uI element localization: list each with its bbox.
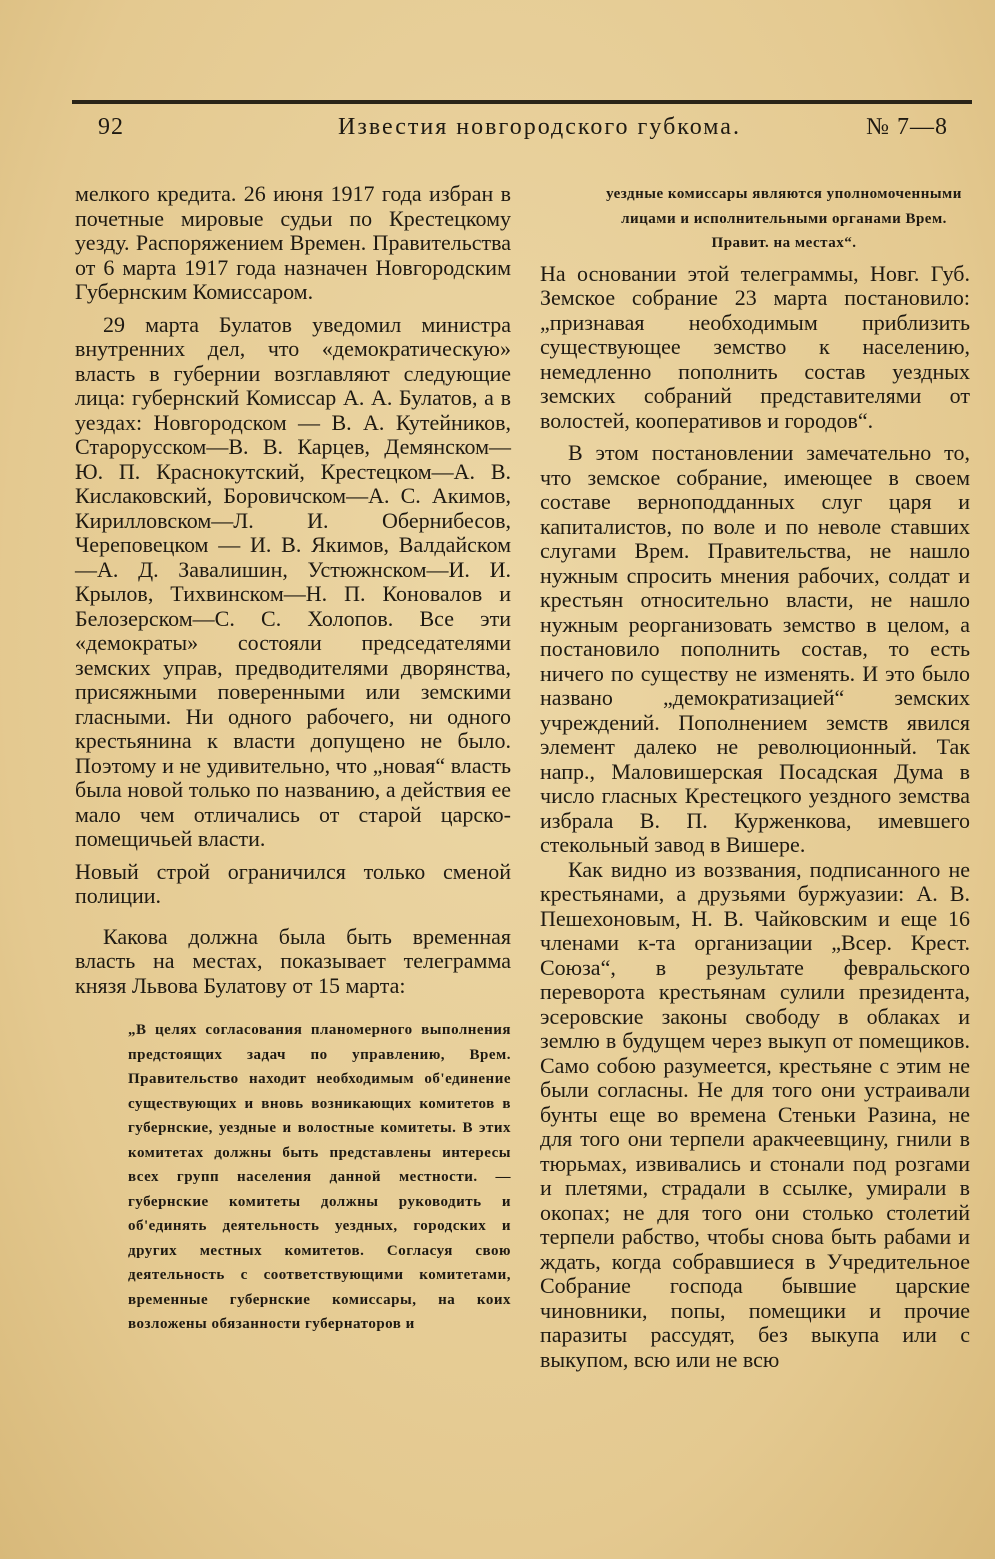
paragraph: Какова должна была быть временная власть на местах, показывает телеграмма князя Львова Булатову от 15 марта: [75, 923, 511, 998]
paragraph: В этом постановлении замечательно то, что земское собрание, имеющее в своем составе верноподданных слуг царя и капиталистов, по воле и по неволе ставших слугами Врем. Правительства, не нашло нужным спросить мнения рабочих, солдат и крестьян относительно власти, не нашло нужным реорганизовать земство в целом, а постановило пополнить состав, то есть ничего по существу не изменять. И это было названо „демократизацией“ земских учреждений. Пополнением земств явился элемент далеко не революционный. Так напр., Маловишерская Посадская Дума в число гласных Крестецкого уездного земства избрала В. П. Курженкова, имевшего стекольный завод в Вишере. [540, 440, 970, 857]
paragraph: Как видно из воззвания, подписанного не крестьянами, а друзьями буржуазии: А. В. Пешехоновым, Н. В. Чайковским и еще 16 членами к-та организации „Всер. Крест. Союза“, в результате февральского переворота крестьянам сулили президента, эсеровские законы свободу в облаках и землю в будущем через выкуп от помещиков. Само собою разумеется, крестьяне с этим не были согласны. Не для того они устраивали бунты еще во времена Стеньки Разина, не для того они терпели аракчеевщину, гнили в тюрьмах, извивались и стонали под розгами и плетями, страдали в ссылке, умирали в окопах; не для того они столько столетий терпели рабство, чтобы снова быть рабами и ждать, когда собравшиеся в Учредительное Собрание господа бывшие царские чиновники, попы, помещики и прочие паразиты рассудят, без выкупа или с выкупом, всю или не всю [540, 856, 970, 1372]
running-header [98, 114, 948, 144]
paragraph: мелкого кредита. 26 июня 1917 года избран в почетные мировые судьи по Крестецкому уезду. Распоряжением Времен. Правительства от 6 марта 1917 года назначен Новгородским Губернским Комиссаром. [75, 181, 511, 304]
issue-number: № 7—8 [866, 114, 948, 140]
paragraph: На основании этой телеграммы, Новг. Губ. Земское собрание 23 марта постановило: „признавая необходимым приблизить существующее земство к населению, немедленно пополнить состав уездных земских собраний представителями от волостей, кооперативов и городов“. [540, 260, 970, 433]
left-column [75, 182, 511, 1337]
telegram-quote-end: уездные комиссары являются уполномоченными лицами и исполнительными органами Врем. Правит. на местах“. [606, 186, 962, 251]
right-column [540, 182, 970, 1372]
telegram-quote: „В целях согласования планомерного выполнения предстоящих задач по управлению, Врем. Правительство находит необходимым об'единение существующих и вновь возникающих комитетов в губернские, уездные и волостные комитеты. В этих комитетах должны быть представлены интересы всех групп населения данной местности. —губернские комитеты должны руководить и об'единять деятельность уездных, городских и других местных комитетов. Согласуя свою деятельность с соответствующими комитетами, временные губернские комиссары, на коих возложены обязанности губернаторов и [128, 1022, 511, 1332]
journal-title: Известия новгородского губкома. [338, 114, 741, 140]
paragraph: Новый строй ограничился только сменой полиции. [75, 858, 511, 908]
paragraph: 29 марта Булатов уведомил министра внутренних дел, что «демократическую» власть в губернии возглавляют следующие лица: губернский Комиссар А. А. Булатов, а в уездах: Новгородском — В. А. Кутейников, Старорусском—В. В. Карцев, Демянском—Ю. П. Краснокутский, Крестецком—А. В. Кислаковский, Боровичском—А. С. Акимов, Кирилловском—Л. И. Обернибесов, Череповецком — И. В. Якимов, Валдайском—А. Д. Завалишин, Устюжнском—И. И. Крылов, Тихвинском—Н. П. Коновалов и Белозерском—С. С. Холопов. Все эти «демократы» состояли председателями земских управ, предводителями дворянства, присяжными поверенными или земскими гласными. Ни одного рабочего, ни одного крестьянина к власти допущено не было. Поэтому и не удивительно, что „новая“ власть была новой только по названию, а действия ее мало чем отличались от старой царско-помещичьей власти. [75, 311, 511, 851]
page-number: 92 [98, 114, 124, 140]
header-rule [72, 100, 972, 104]
